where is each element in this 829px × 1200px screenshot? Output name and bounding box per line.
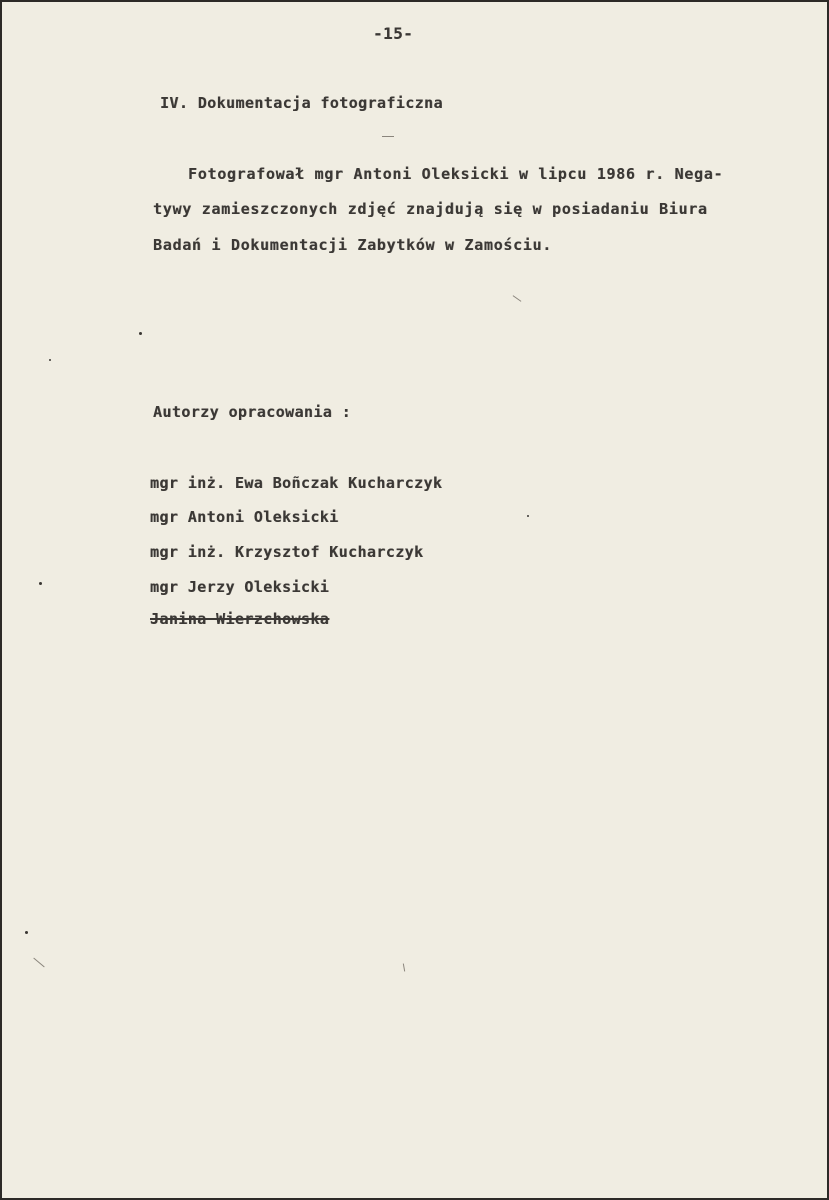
paper-scratch	[513, 295, 522, 302]
author-line: mgr Jerzy Oleksicki	[150, 578, 330, 596]
paper-speck	[139, 332, 142, 335]
paper-speck	[527, 515, 529, 517]
author-line: mgr inż. Krzysztof Kucharczyk	[150, 543, 424, 561]
paper-speck	[39, 582, 42, 585]
paper-speck	[49, 359, 51, 361]
paper-scratch	[382, 136, 394, 137]
section-heading: IV. Dokumentacja fotograficzna	[160, 94, 443, 112]
author-line-struck: Janina Wierzchowska	[150, 610, 330, 628]
paper-speck	[25, 931, 28, 934]
paragraph-line: Fotografował mgr Antoni Oleksicki w lipcu 1986 r. Nega-	[188, 165, 724, 183]
paper-scratch	[33, 958, 44, 968]
page-number: -15-	[373, 24, 414, 43]
paragraph-line: Badań i Dokumentacji Zabytków w Zamościu.	[153, 236, 552, 254]
paper-scratch	[403, 963, 405, 971]
authors-label: Autorzy opracowania :	[153, 403, 352, 421]
paragraph-line: tywy zamieszczonych zdjęć znajdują się w posiadaniu Biura	[153, 200, 708, 218]
author-line: mgr inż. Ewa Boñczak Kucharczyk	[150, 474, 443, 492]
author-line: mgr Antoni Oleksicki	[150, 508, 339, 526]
